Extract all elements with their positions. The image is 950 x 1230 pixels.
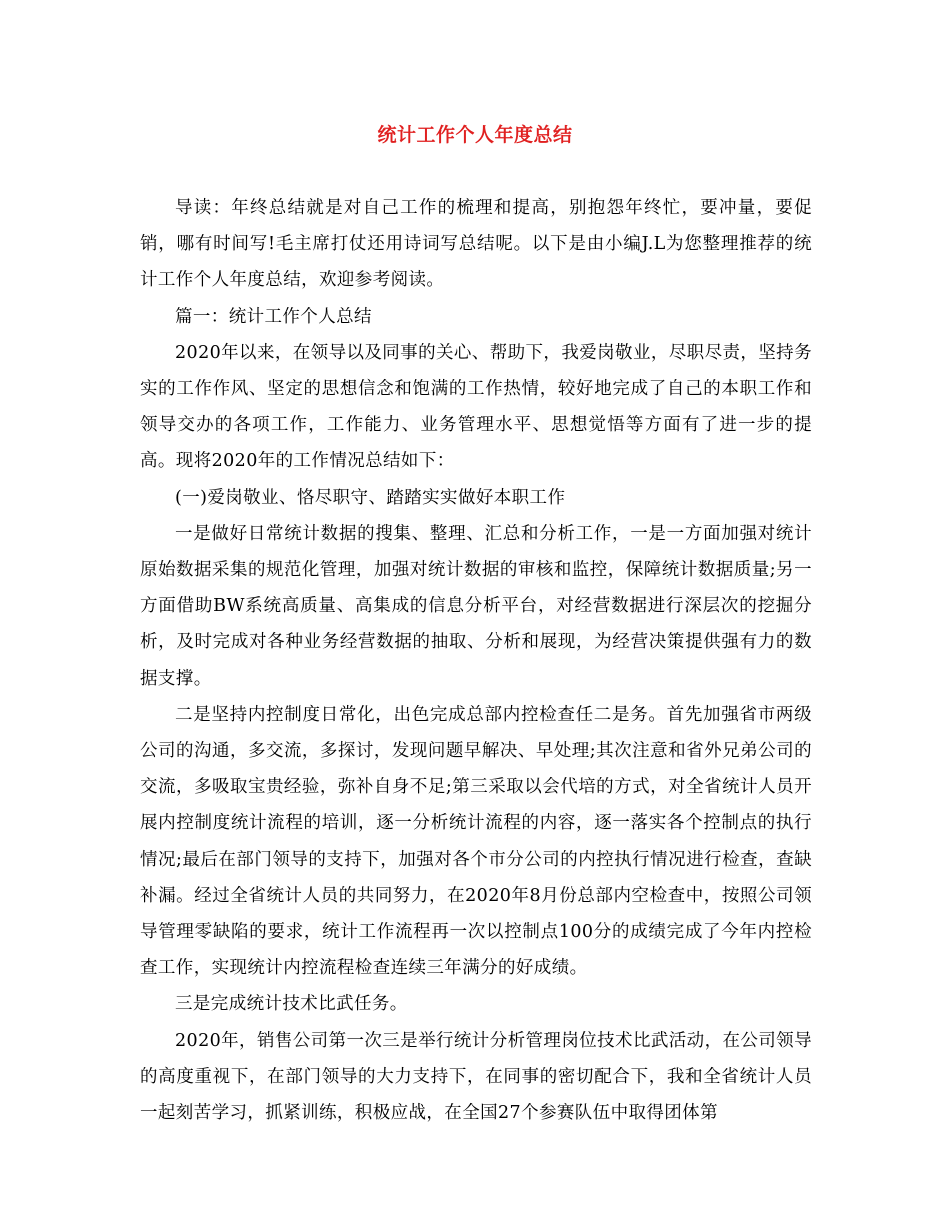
paragraph-overview: 2020年以来，在领导以及同事的关心、帮助下，我爱岗敬业，尽职尽责，坚持务实的工作作风、坚定的思想信念和饱满的工作热情，较好地完成了自己的本职工作和领导交办的各项工作，工作能力、业务管理水平、思想觉悟等方面有了进一步的提高。现将2020年的工作情况总结如下： <box>140 342 812 472</box>
paragraph-item-two: 二是坚持内控制度日常化，出色完成总部内控检查任二是务。首先加强省市两级公司的沟通，多交流，多探讨，发现问题早解决、早处理;其次注意和省外兄弟公司的交流，多吸取宝贵经验，弥补自身不足;第三采取以会代培的方式，对全省统计人员开展内控制度统计流程的培训，逐一分析统计流程的内容，逐一落实各个控制点的执行情况;最后在部门领导的支持下，加强对各个市分公司的内控执行情况进行检查，查缺补漏。经过全省统计人员的共同努力，在2020年8月份总部内空检查中，按照公司领导管理零缺陷的要求，统计工作流程再一次以控制点100分的成绩完成了今年内控检查工作，实现统计内控流程检查连续三年满分的好成绩。 <box>140 704 812 979</box>
paragraph-intro: 导读：年终总结就是对自己工作的梳理和提高，别抱怨年终忙，要冲量，要促销，哪有时间写!毛主席打仗还用诗词写总结呢。以下是由小编J.L为您整理推荐的统计工作个人年度总结，欢迎参考阅读。 <box>140 198 812 291</box>
document-body <box>140 190 812 1131</box>
paragraph-section-heading: 篇一：统计工作个人总结 <box>175 306 372 327</box>
paragraph-item-one: 一是做好日常统计数据的搜集、整理、汇总和分析工作，一是一方面加强对统计原始数据采集的规范化管理，加强对统计数据的审核和监控，保障统计数据质量;另一方面借助BW系统高质量、高集成的信息分析平台，对经营数据进行深层次的挖掘分析，及时完成对各种业务经营数据的抽取、分析和展现，为经营决策提供强有力的数据支撑。 <box>140 523 812 689</box>
paragraph-competition: 2020年，销售公司第一次三是举行统计分析管理岗位技术比武活动，在公司领导的高度重视下，在部门领导的大力支持下，在同事的密切配合下，我和全省统计人员一起刻苦学习，抓紧训练，积极应战，在全国27个参赛队伍中取得团体第 <box>140 1030 812 1124</box>
paragraph-subheading: (一)爱岗敬业、恪尽职守、踏踏实实做好本职工作 <box>175 487 566 508</box>
paragraph-item-three: 三是完成统计技术比武任务。 <box>175 994 408 1015</box>
document-title: 统计工作个人年度总结 <box>377 124 573 146</box>
